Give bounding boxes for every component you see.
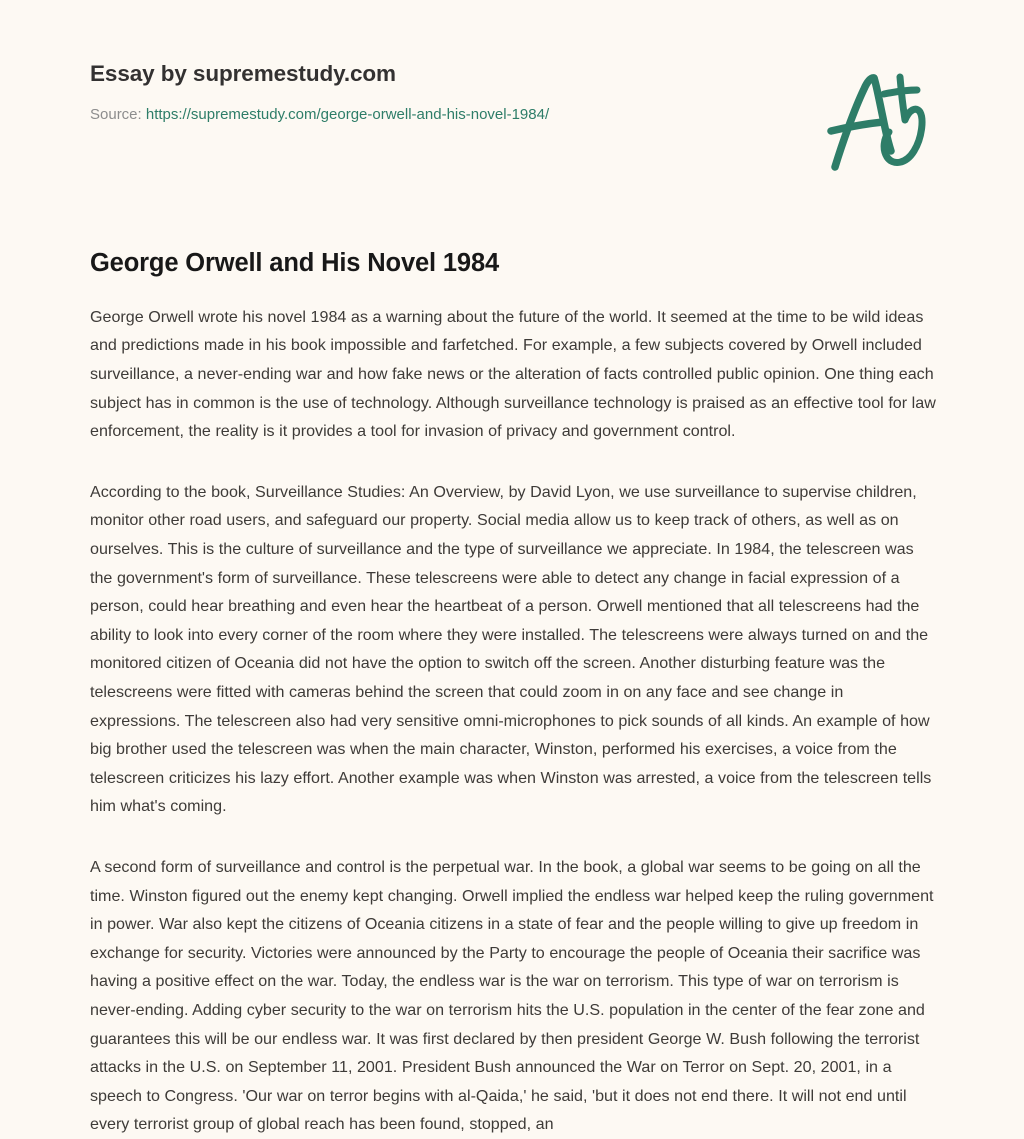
page-title: George Orwell and His Novel 1984 xyxy=(90,249,500,277)
source-url-link[interactable]: https://supremestudy.com/george-orwell-and-his-novel-1984/ xyxy=(145,106,550,124)
article-paragraph: A second form of surveillance and control is the perpetual war. In the book, a global war seems to be going on all the time. Winston figured out the enemy kept changing. Orwell implied the endless war helped keep the ruling government in power. War also kept the citizens of Oceania citizens in a state of fear and the people willing to give up freedom in exchange for security. Victories were announced by the Party to encourage the people of Oceania their sacrifice was having a positive effect on the war. Today, the endless war is the war on terrorism. This type of war on terrorism is never-ending. Adding cyber security to the war on terrorism hits the U.S. population in the center of the fear zone and guarantees this will be our endless war. It was first declared by then president George W. Bush following the terrorist attacks in the U.S. on September 11, 2001. President Bush announced the War on Terror on Sept. 20, 2001, in a speech to Congress. 'Our war on terror begins with al-Qaida,' he said, 'but it does not end there. It will not end until every terrorist group of global reach has been found, stopped, an xyxy=(90,857,934,1134)
a-plus-logo-icon xyxy=(806,52,938,184)
site-heading: Essay by supremestudy.com xyxy=(90,61,396,86)
article-paragraph: According to the book, Surveillance Studies: An Overview, by David Lyon, we use surveillance to supervise children, monitor other road users, and safeguard our property. Social media allow us to keep track of others, as well as on ourselves. This is the culture of surveillance and the type of surveillance we appreciate. In 1984, the telescreen was the government's form of surveillance. These telescreens were able to detect any change in facial expression of a person, could hear breathing and even hear the heartbeat of a person. Orwell mentioned that all telescreens had the ability to look into every corner of the room where they were installed. The telescreens were always turned on and the monitored citizen of Oceania did not have the option to switch off the screen. Another disturbing feature was the telescreens were fitted with cameras behind the screen that could zoom in on any face and see change in expressions. The telescreen also had very sensitive omni-microphones to pick sounds of all kinds. An example of how big brother used the telescreen was when the main character, Winston, performed his exercises, a voice from the telescreen criticizes his lazy effort. Another example was when Winston was arrested, a voice from the telescreen tells him what's coming. xyxy=(90,482,932,816)
a-plus-logo xyxy=(806,52,938,184)
source-label: Source: xyxy=(90,106,142,124)
article-body xyxy=(90,303,938,1139)
article-paragraph: George Orwell wrote his novel 1984 as a warning about the future of the world. It seemed at the time to be wild ideas and predictions made in his book impossible and farfetched. For example, a few subjects covered by Orwell included surveillance, a never-ending war and how fake news or the alteration of facts controlled public opinion. One thing each subject has in common is the use of technology. Although surveillance technology is praised as an effective tool for law enforcement, the reality is it provides a tool for invasion of privacy and government control. xyxy=(90,307,936,441)
essay-article xyxy=(90,248,938,1139)
